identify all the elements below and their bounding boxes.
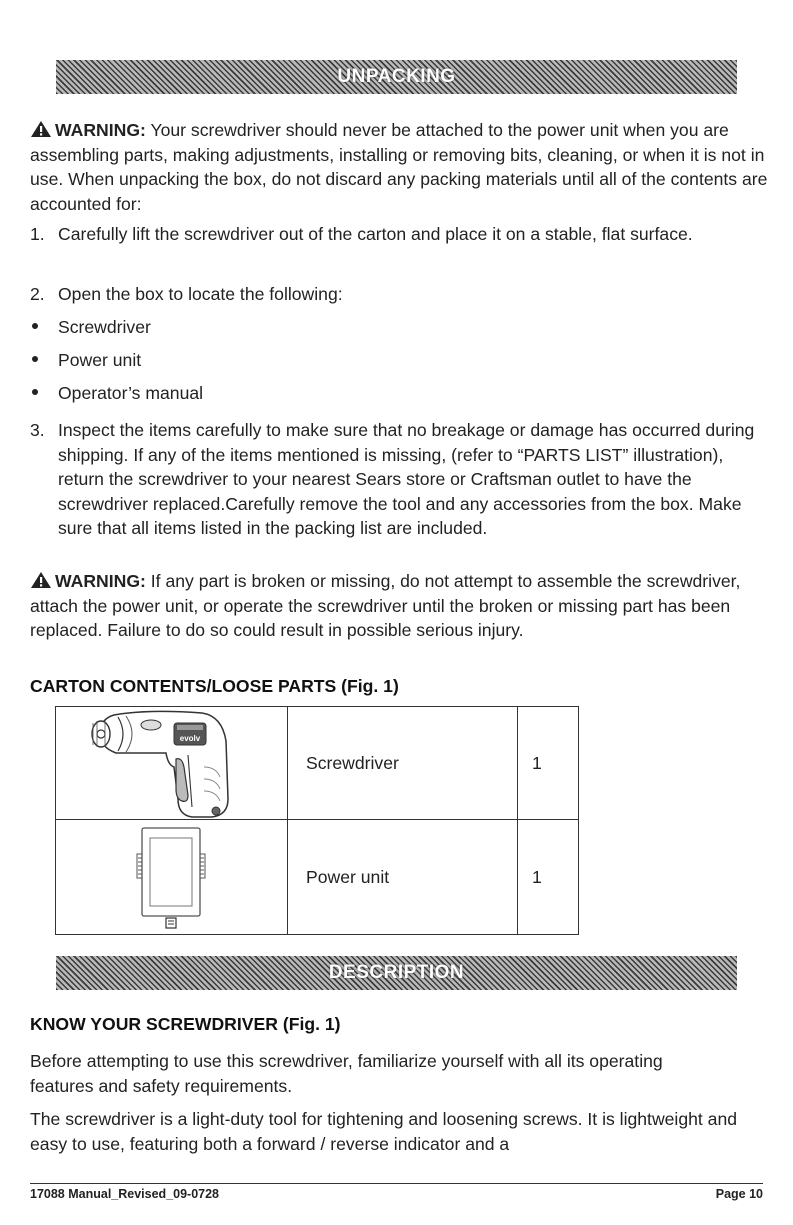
item-name: Power unit [306,866,390,887]
step-3-text: Inspect the items carefully to make sure that no breakage or damage has occurred during shipping. If any of the items mentioned is missing, (refer to “PARTS LIST” illustration), return the screwdriver to your nearest Sears store or Craftsman outlet to have the screwdriver replaced.Carefully remove the tool and any accessories from the box. Make sure that all items listed in the packing list are included. [58,420,755,538]
power-unit-illustration [56,820,287,934]
warning-text: If any part is broken or missing, do not attempt to assemble the screwdriver, attach the power unit, or operate the screwdriver until the broken or missing part has been replaced. Failure to do so could result in possible serious injury. [30,571,741,640]
footer-document-id: 17088 Manual_Revised_09-0728 [30,1187,220,1201]
screwdriver-illustration-cell [56,707,288,820]
step-1-text: Carefully lift the screwdriver out of the carton and place it on a stable, flat surface. [58,224,693,244]
tool-logo-text: evolv [179,734,201,743]
screwdriver-illustration [56,707,287,819]
description-paragraph-2: The screwdriver is a light-duty tool for tightening and loosening screws. It is lightweight and easy to use, featuring both a forward / reverse indicator and a [30,1109,738,1154]
section-title-unpacking: UNPACKING [337,66,456,87]
know-your-screwdriver-heading: KNOW YOUR SCREWDRIVER (Fig. 1) [30,1014,341,1034]
item-qty: 1 [532,752,542,773]
carton-contents-heading: CARTON CONTENTS/LOOSE PARTS (Fig. 1) [30,676,399,696]
warning-paragraph-1 [30,118,775,216]
step-number: 3. [30,420,45,440]
power-unit-illustration-cell [56,820,288,935]
step-number: 1. [30,224,45,244]
bullet-item: Power unit [58,350,142,370]
step-2-text: Open the box to locate the following: [58,284,343,304]
bullet-item: Screwdriver [58,317,151,337]
carton-contents-table [55,706,579,935]
step-number: 2. [30,284,45,304]
item-qty: 1 [532,866,542,887]
warning-paragraph-2 [30,569,775,643]
bullet-dot-2 [30,348,38,373]
warning-label: WARNING: [55,120,146,140]
warning-text: Your screwdriver should never be attached to the power unit when you are assembling parts, making adjustments, installing or removing bits, cleaning, or when it is not in use. When unpacking the box, do not discard any packing materials until all of the contents are accounted for: [30,120,768,214]
section-title-description: DESCRIPTION [328,962,465,983]
warning-label: WARNING: [55,571,146,591]
description-paragraph-1: Before attempting to use this screwdriver, familiarize yourself with all its operating features and safety requirements. [30,1051,663,1096]
warning-icon [30,571,52,589]
bullet-dot-1 [30,315,38,340]
warning-icon [30,120,52,138]
bullet-item: Operator’s manual [58,383,204,403]
table-row [56,707,579,820]
item-name-cell [288,707,518,820]
description-banner [56,956,737,990]
table-row [56,820,579,935]
item-name: Screwdriver [306,752,399,773]
footer-rule [30,1183,763,1184]
footer-page-number: Page 10 [715,1187,763,1201]
item-qty-cell [518,820,579,935]
bullet-dot-3 [30,381,38,406]
item-name-cell [288,820,518,935]
item-qty-cell [518,707,579,820]
unpacking-banner [56,60,737,94]
